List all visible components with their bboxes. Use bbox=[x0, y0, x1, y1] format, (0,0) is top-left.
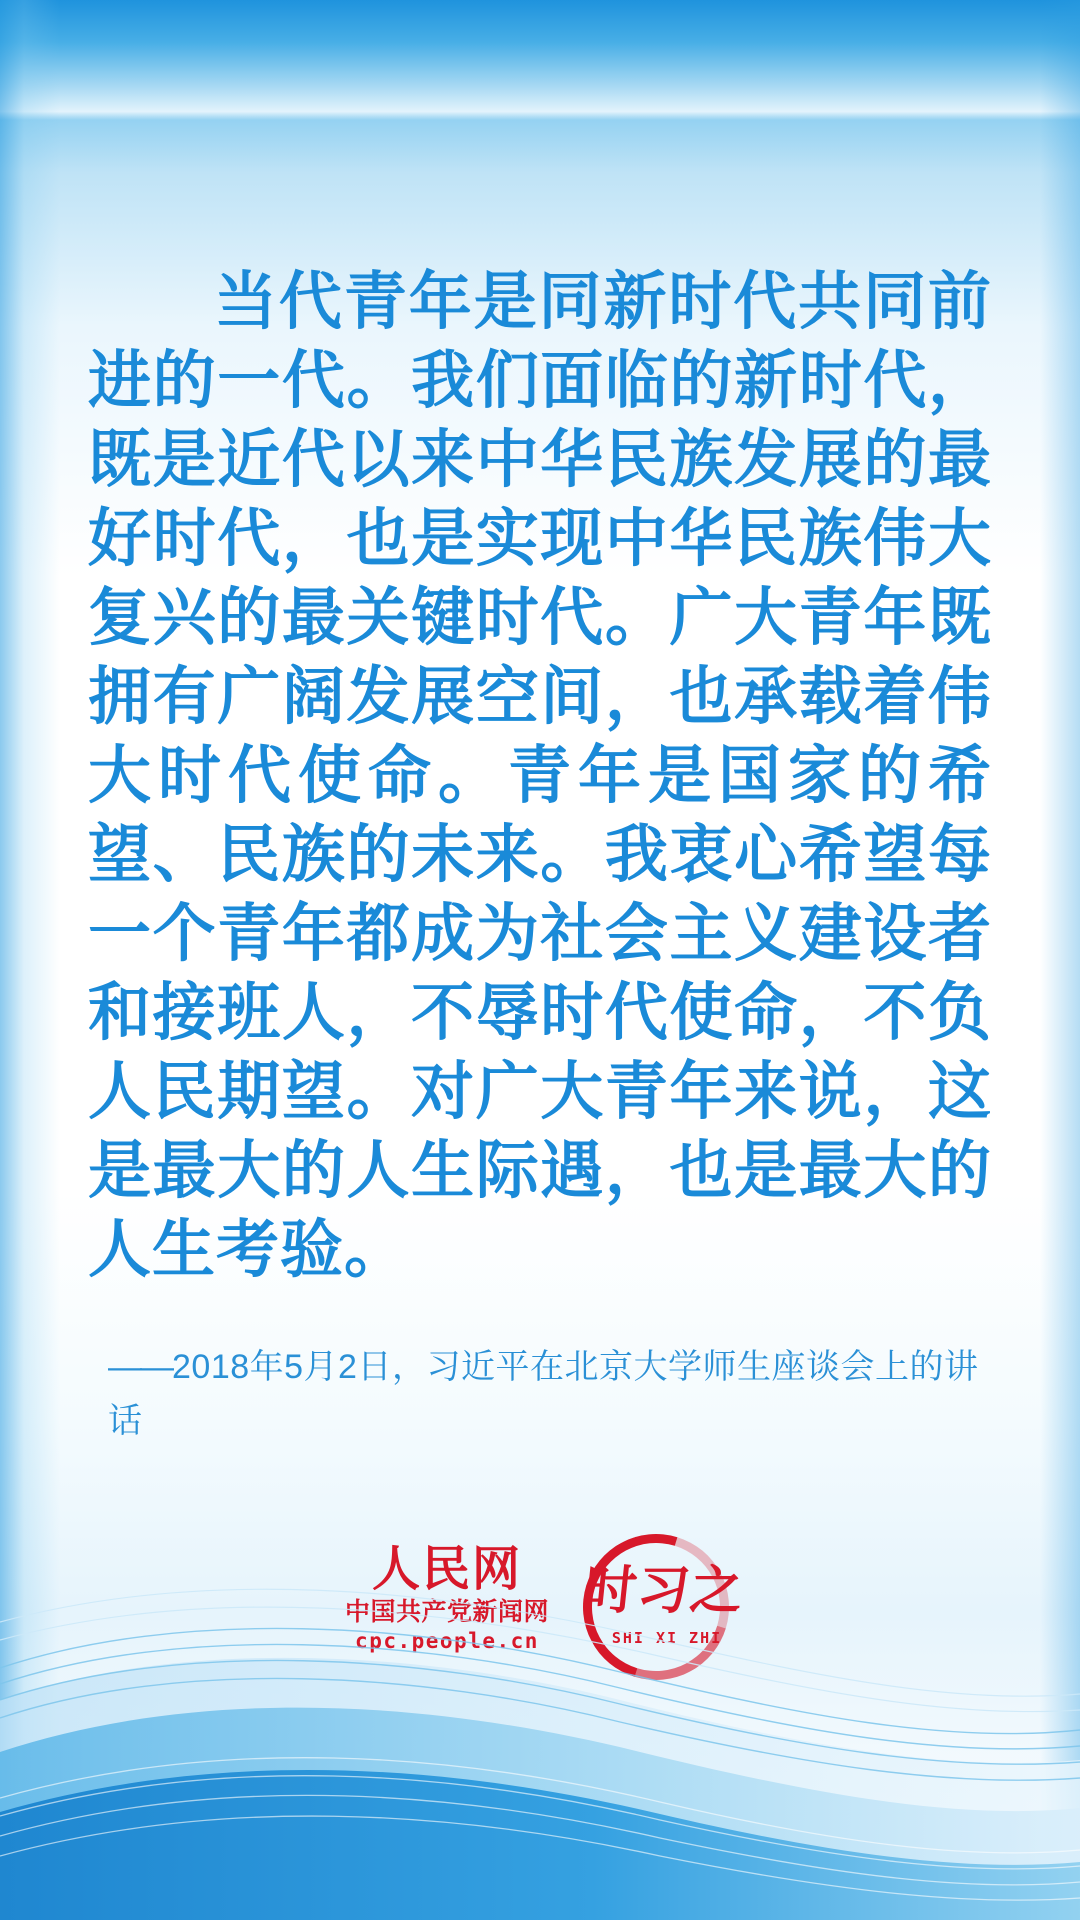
top-gradient-band bbox=[0, 0, 1080, 120]
attribution-source: 2018年5月2日，习近平在北京大学师生座谈会上的讲话 bbox=[108, 1348, 979, 1440]
people-cn-subtitle: 中国共产党新闻网 bbox=[344, 1597, 549, 1626]
people-cn-domain: cpc.people.cn bbox=[355, 1628, 539, 1653]
shixizhi-cn-name: 时习之 bbox=[581, 1559, 748, 1621]
quote-text: 当代青年是同新时代共同前进的一代。我们面临的新时代，既是近代以来中华民族发展的最好时代，也是实现中华民族伟大复兴的最关键时代。广大青年既拥有广阔发展空间，也承载着伟大时代使命。青年是国家的希望、民族的未来。我衷心希望每一个青年都成为社会主义建设者和接班人，不辱时代使命，不负人民期望。对广大青年来说，这是最大的人生际遇，也是最大的人生考验。 bbox=[88, 264, 992, 1286]
shixizhi-pinyin: SHI XI ZHI bbox=[611, 1628, 723, 1647]
wave-decoration bbox=[0, 1400, 1080, 1920]
people-cn-name: 人民网 bbox=[371, 1540, 522, 1597]
attribution-dash: —— bbox=[108, 1348, 172, 1386]
